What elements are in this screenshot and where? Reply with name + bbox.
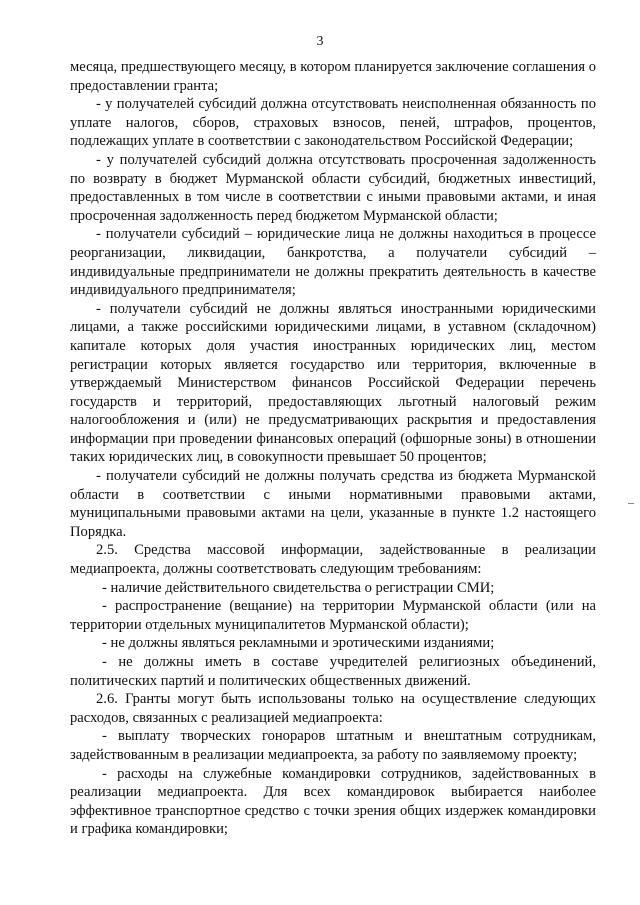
paragraph-continuation: месяца, предшествующего месяцу, в котором планируется заключение соглашения о предоставлении гранта; <box>70 59 596 94</box>
paragraph-media-registration: - наличие действительного свидетельства о регистрации СМИ; <box>102 579 495 596</box>
paragraph-media-founders: - не должны иметь в составе учредителей религиозных объединений, политических партий и политических общественных движений. <box>70 654 596 689</box>
paragraph-expense-travel: - расходы на служебные командировки сотрудников, задействованных в реализации медиапроекта. Для всех командировок выбирается наиболее эффективное транспортное средство с точки зрения общих издержек командировки и графика командировки; <box>70 765 596 838</box>
paragraph-expense-fees: - выплату творческих гонораров штатным и внештатным сотрудникам, задействованным в реализации медиапроекта, за работу по заявляемому проекту; <box>70 728 596 763</box>
paragraph-requirement-taxes: - у получателей субсидий должна отсутствовать неисполненная обязанность по уплате налогов, сборов, страховых взносов, пеней, штрафов, процентов, подлежащих уплате в соответствии с законодательством Российской Федерации; <box>70 96 596 150</box>
paragraph-section-2-5: 2.5. Средства массовой информации, задействованные в реализации медиапроекта, должны соответствовать следующим требованиям: <box>70 542 596 578</box>
paragraph-section-2-6: 2.6. Гранты могут быть использованы только на осуществление следующих расходов, связанных с реализацией медиапроекта: <box>70 691 596 726</box>
paragraph-requirement-reorganization: - получатели субсидий – юридические лица не должны находиться в процессе реорганизации, ликвидации, банкротства, а получатели субсидий – индивидуальные предприниматели не должны прекратить деятельность в качестве индивидуального предпринимателя; <box>70 226 596 299</box>
margin-mark <box>628 503 634 504</box>
paragraph-media-distribution: - распространение (вещание) на территории Мурманской области (или на территории отдельных муниципалитетов Мурманской области); <box>70 598 596 633</box>
paragraph-requirement-foreign-entities: - получатели субсидий не должны являться иностранными юридическими лицами, а также российскими юридическими лицами, в уставном (складочном) капитале которых доля участия иностранных юридических лиц, местом регистрации которых является государство или территория, включенные в утверждаемый Министерством финансов Российской Федерации перечень государств и территорий, предоставляющих льготный налоговый режим налогообложения и (или) не предусматривающих раскрытия и предоставления информации при проведении финансовых операций (офшорные зоны) в отношении таких юридических лиц, в совокупности превышает 50 процентов; <box>70 300 596 466</box>
page-number: 3 <box>316 34 324 49</box>
paragraph-media-not-advertising: - не должны являться рекламными и эротическими изданиями; <box>102 635 495 652</box>
paragraph-requirement-other-funds: - получатели субсидий не должны получать средства из бюджета Мурманской области в соответствии с иными нормативными правовыми актами, муниципальными правовыми актами на цели, указанные в пункте 1.2 настоящего Порядка. <box>70 468 596 540</box>
paragraph-requirement-budget-debt: - у получателей субсидий должна отсутствовать просроченная задолженность по возврату в бюджет Мурманской области субсидий, бюджетных инвестиций, предоставленных в том числе в соответствии с иными правовыми актами, и иная просроченная задолженность перед бюджетом Мурманской области; <box>70 151 596 224</box>
document-body <box>70 58 596 839</box>
